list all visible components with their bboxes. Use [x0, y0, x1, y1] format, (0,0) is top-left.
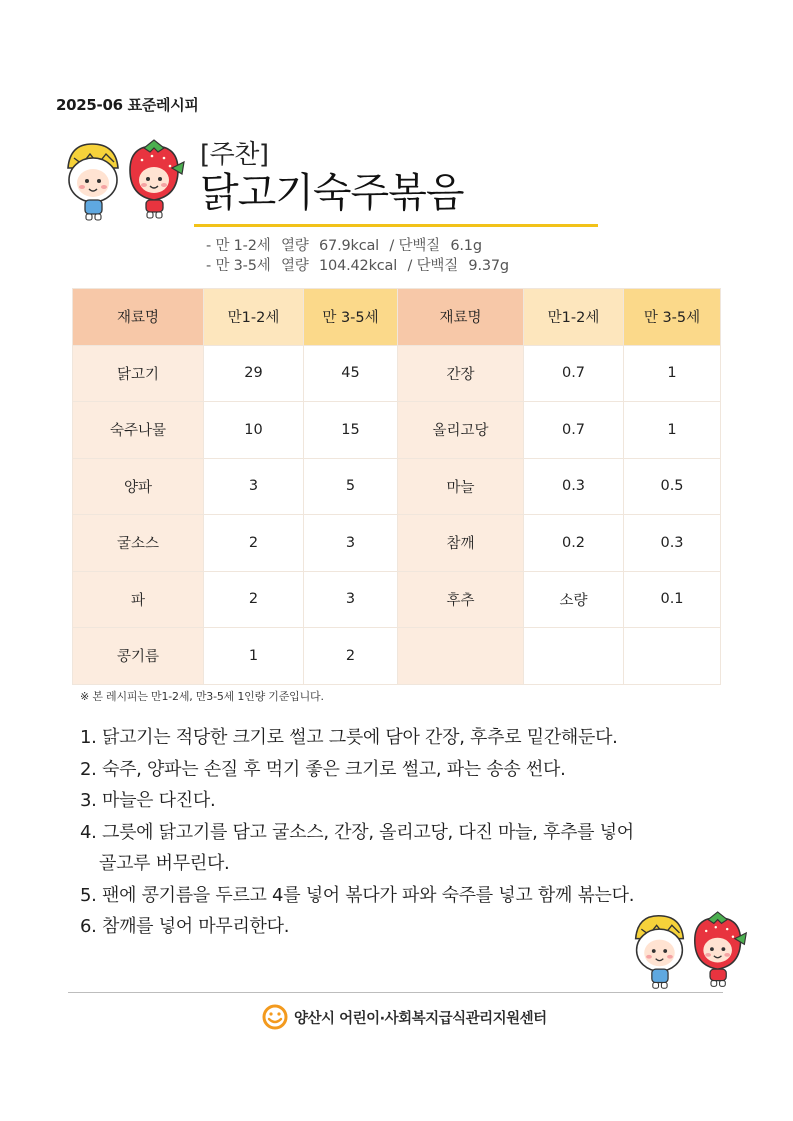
- header-ingredient: 재료명: [398, 289, 524, 346]
- egg-mascot-icon: [636, 916, 684, 988]
- table-row: [73, 458, 721, 515]
- amount-3-5: 5: [304, 458, 398, 515]
- table-row: [73, 345, 721, 402]
- amount-1-2: 29: [204, 345, 304, 402]
- recipe-name: 닭고기숙주볶음: [200, 170, 464, 216]
- header-age-3-5: 만 3-5세: [304, 289, 398, 346]
- nutrition-energy-label: 열량: [280, 258, 309, 274]
- nutrition-protein-label: / 단백질: [389, 238, 440, 254]
- recipe-steps: [80, 722, 634, 943]
- recipe-category: [주찬]: [200, 140, 269, 170]
- ingredient-name: 마늘: [398, 458, 524, 515]
- header-age-3-5: 만 3-5세: [624, 289, 721, 346]
- ingredients-table: [72, 288, 721, 685]
- step-5: 5. 팬에 콩기름을 두르고 4를 넣어 볶다가 파와 숙주를 넣고 함께 볶는다.: [80, 884, 635, 906]
- nutrition-protein-label: / 단백질: [407, 258, 458, 274]
- table-row: [73, 402, 721, 459]
- table-header-row: [73, 289, 721, 346]
- amount-3-5: 1: [624, 402, 721, 459]
- ingredient-name: 닭고기: [73, 345, 204, 402]
- ingredient-name: 간장: [398, 345, 524, 402]
- smile-logo-icon: [262, 1004, 288, 1030]
- amount-1-2: 0.2: [524, 515, 624, 572]
- strawberry-mascot-icon: [695, 912, 747, 986]
- table-row: [73, 628, 721, 685]
- amount-1-2: 2: [204, 515, 304, 572]
- amount-3-5: 0.1: [624, 571, 721, 628]
- mascot-illustration-bottom: [628, 908, 752, 996]
- table-row: [73, 571, 721, 628]
- step-4: 4. 그릇에 닭고기를 담고 굴소스, 간장, 올리고당, 다진 마늘, 후추를 넣어: [80, 821, 634, 843]
- nutrition-age: - 만 1-2세: [206, 238, 271, 254]
- nutrition-protein: 6.1g: [450, 238, 482, 254]
- ingredient-name: 굴소스: [73, 515, 204, 572]
- amount-1-2: 2: [204, 571, 304, 628]
- amount-3-5: [624, 628, 721, 685]
- amount-1-2: 3: [204, 458, 304, 515]
- header-age-1-2: 만1-2세: [524, 289, 624, 346]
- nutrition-age: - 만 3-5세: [206, 258, 271, 274]
- amount-3-5: 0.3: [624, 515, 721, 572]
- nutrition-info: [206, 236, 515, 276]
- header-ingredient: 재료명: [73, 289, 204, 346]
- ingredient-name: 후추: [398, 571, 524, 628]
- nutrition-energy: 67.9kcal: [319, 238, 379, 254]
- nutrition-protein: 9.37g: [468, 258, 509, 274]
- mascot-illustration-top: [60, 138, 190, 226]
- amount-1-2: 0.3: [524, 458, 624, 515]
- ingredient-name: 양파: [73, 458, 204, 515]
- amount-3-5: 3: [304, 515, 398, 572]
- nutrition-row-3-5: [206, 256, 515, 276]
- amount-1-2: 1: [204, 628, 304, 685]
- ingredient-name: 참깨: [398, 515, 524, 572]
- recipe-title: [200, 140, 463, 216]
- footer-divider: [68, 992, 723, 993]
- strawberry-mascot-icon: [130, 140, 184, 218]
- amount-1-2: 0.7: [524, 345, 624, 402]
- organization-name: 양산시 어린이·사회복지급식관리지원센터: [294, 1010, 547, 1027]
- nutrition-energy-label: 열량: [280, 238, 309, 254]
- ingredient-name: 숙주나물: [73, 402, 204, 459]
- step-6: 6. 참깨를 넣어 마무리한다.: [80, 916, 290, 937]
- amount-1-2: 0.7: [524, 402, 624, 459]
- step-4-continued: 골고루 버무린다.: [99, 853, 230, 874]
- title-underline: [194, 224, 598, 227]
- step-2: 2. 숙주, 양파는 손질 후 먹기 좋은 크기로 썰고, 파는 송송 썬다.: [80, 758, 566, 780]
- header-age-1-2: 만1-2세: [204, 289, 304, 346]
- step-3: 3. 마늘은 다진다.: [80, 790, 216, 811]
- ingredient-name: 올리고당: [398, 402, 524, 459]
- table-row: [73, 515, 721, 572]
- amount-3-5: 15: [304, 402, 398, 459]
- ingredient-name: 파: [73, 571, 204, 628]
- amount-3-5: 3: [304, 571, 398, 628]
- serving-note: ※ 본 레시피는 만1-2세, 만3-5세 1인량 기준입니다.: [80, 690, 324, 703]
- nutrition-energy: 104.42kcal: [319, 258, 398, 274]
- amount-3-5: 0.5: [624, 458, 721, 515]
- ingredient-name: [398, 628, 524, 685]
- amount-3-5: 45: [304, 345, 398, 402]
- amount-3-5: 2: [304, 628, 398, 685]
- amount-3-5: 1: [624, 345, 721, 402]
- footer: [262, 1002, 547, 1032]
- ingredient-name: 콩기름: [73, 628, 204, 685]
- amount-1-2: [524, 628, 624, 685]
- document-date: 2025-06 표준레시피: [56, 96, 199, 114]
- nutrition-row-1-2: [206, 236, 515, 256]
- egg-mascot-icon: [68, 144, 118, 220]
- amount-1-2: 소량: [524, 571, 624, 628]
- amount-1-2: 10: [204, 402, 304, 459]
- step-1: 1. 닭고기는 적당한 크기로 썰고 그릇에 담아 간장, 후추로 밑간해둔다.: [80, 727, 618, 748]
